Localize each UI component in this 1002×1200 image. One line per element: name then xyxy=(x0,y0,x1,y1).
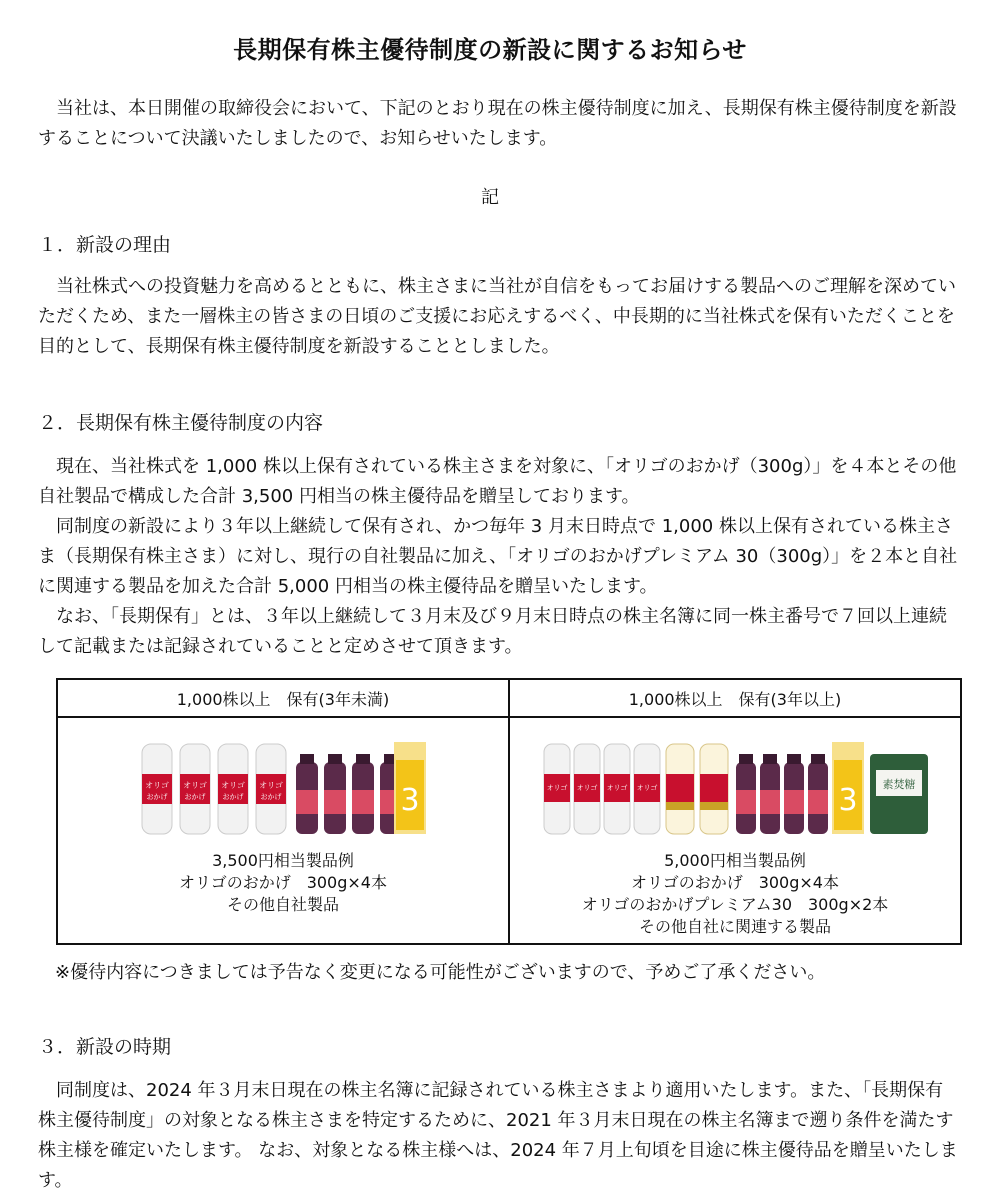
yellow-pack-icon xyxy=(394,742,426,834)
oligo-bottle-group xyxy=(544,744,660,834)
yellow-pack-number: 3 xyxy=(400,783,420,818)
disclaimer-note: ※優待内容につきましては予告なく変更になる可能性がございますので、予めご了承ください。 xyxy=(55,962,826,983)
right-caption-4: その他自社に関連する製品 xyxy=(638,917,831,936)
oligo-label: オリゴ xyxy=(183,781,207,790)
header-under-3-years: 1,000株以上 保有(3年未満) xyxy=(57,679,509,717)
content-paragraph-1: 現在、当社株式を 1,000 株以上保有されている株主さまを対象に、「オリゴのおかげ（300g）」を４本とその他自社製品で構成した合計 3,500 円相当の株主優待品を贈呈しております。 xyxy=(38,456,957,507)
benefit-comparison-table xyxy=(56,678,962,945)
section-heading-content: ２．長期保有株主優待制度の内容 xyxy=(38,412,324,434)
sugar-bag-icon xyxy=(870,754,928,834)
okage-label: おかげ xyxy=(184,793,206,801)
content-paragraph-2: 同制度の新設により３年以上継続して保有され、かつ毎年 3 月末日時点で 1,000 株以上保有されている株主さま（長期保有株主さま）に対し、現行の自社製品に加え、「オリゴのおかげプレミアム 30（300g）」を２本と自社に関連する製品を加えた合計 5,000 円相当の株主優待品を贈呈いたします。 xyxy=(38,516,958,597)
cell-under-3-years xyxy=(57,717,509,944)
purple-bottle-group xyxy=(296,754,402,834)
header-3-years-plus: 1,000株以上 保有(3年以上) xyxy=(509,679,961,717)
oligo-label: オリゴ xyxy=(606,784,628,792)
left-caption-3: その他自社製品 xyxy=(226,895,339,914)
oligo-label: オリゴ xyxy=(145,781,169,790)
okage-label: おかげ xyxy=(260,793,282,801)
right-caption-3: オリゴのおかげプレミアム30 300g×2本 xyxy=(581,895,889,914)
oligo-label: オリゴ xyxy=(221,781,245,790)
sugar-label: 素焚糖 xyxy=(882,778,916,791)
right-caption-1: 5,000円相当製品例 xyxy=(664,851,806,870)
okage-label: おかげ xyxy=(146,793,168,801)
purple-bottle-group xyxy=(736,754,828,834)
okage-label: おかげ xyxy=(222,793,244,801)
yellow-pack-number: 3 xyxy=(838,783,858,818)
oligo-bottle-group xyxy=(142,744,286,834)
page-title: 長期保有株主優待制度の新設に関するお知らせ xyxy=(233,36,747,64)
right-caption-2: オリゴのおかげ 300g×4本 xyxy=(631,873,839,892)
left-caption-2: オリゴのおかげ 300g×4本 xyxy=(179,873,387,892)
intro-paragraph: 当社は、本日開催の取締役会において、下記のとおり現在の株主優待制度に加え、長期保有株主優待制度を新設することについて決議いたしましたので、お知らせいたします。 xyxy=(38,98,957,149)
section-heading-reason: １．新設の理由 xyxy=(38,234,172,256)
oligo-label: オリゴ xyxy=(636,784,658,792)
cell-3-years-plus xyxy=(509,717,961,944)
section-heading-timing: ３．新設の時期 xyxy=(38,1036,172,1058)
premium-bottle-group xyxy=(666,744,728,834)
yellow-pack-icon xyxy=(832,742,864,834)
content-paragraph-3: なお、「長期保有」とは、３年以上継続して３月末及び９月末日時点の株主名簿に同一株主番号で７回以上連続して記載または記録されていることと定めさせて頂きます。 xyxy=(38,606,947,657)
product-photo-long-term xyxy=(540,740,930,840)
product-photo-standard xyxy=(138,740,428,840)
timing-paragraph: 同制度は、2024 年３月末日現在の株主名簿に記録されている株主さまより適用いたします。また、「長期保有株主優待制度」の対象となる株主さまを特定するために、2021 年３月末日現在の株主名簿まで遡り条件を満たす株主様を確定いたします。 なお、対象となる株主様へは、2024 年７月上旬頃を目途に株主優待品を贈呈いたします。 xyxy=(38,1080,958,1191)
left-caption-1: 3,500円相当製品例 xyxy=(212,851,354,870)
ki-marker: 記 xyxy=(481,187,499,208)
oligo-label: オリゴ xyxy=(576,784,598,792)
oligo-label: オリゴ xyxy=(546,784,568,792)
reason-paragraph: 当社株式への投資魅力を高めるとともに、株主さまに当社が自信をもってお届けする製品へのご理解を深めていただくため、また一層株主の皆さまの日頃のご支援にお応えするべく、中長期的に当社株式を保有いただくことを目的として、長期保有株主優待制度を新設することとしました。 xyxy=(38,276,956,357)
oligo-label: オリゴ xyxy=(259,781,283,790)
